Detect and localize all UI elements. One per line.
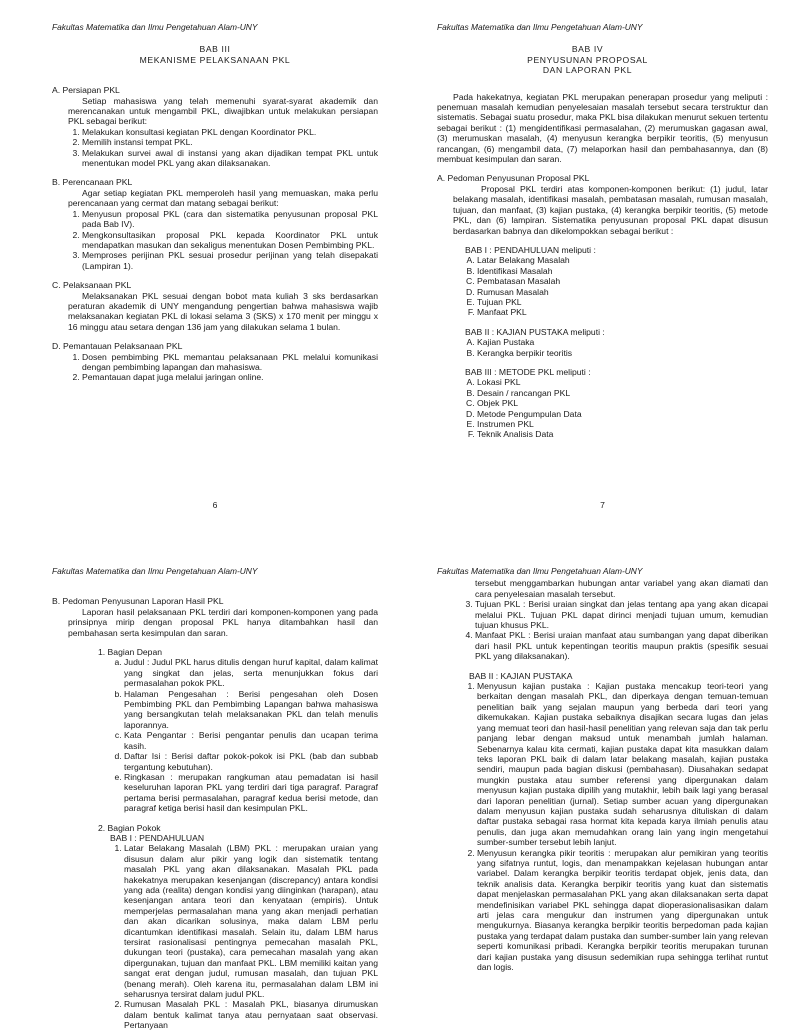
section-heading: B. Pedoman Penyusunan Laporan Hasil PKL (52, 596, 224, 607)
page-header: Fakultas Matematika dan Ilmu Pengetahuan Alam-UNY (52, 22, 258, 32)
section-heading: C. Pelaksanaan PKL (52, 280, 132, 291)
list-item: D. Metode Pengumpulan Data (477, 409, 768, 419)
list-item: 2. Menyusun kerangka pikir teoritis : merupakan alur pemikiran yang teoritis yang sifatnya runtut, logis, dan menampakkan kejelasan hubungan antar variabel. Dalam kerangka berpikir teoritis terdapat objek, jenis data, dan teknik analisis data. Kerangka berpikir teoritis yang kuat dan sistematis dapat menjelaskan permasalahan PKL yang akan dilaksanakan serta dapat mendefinisikan variabel PKL sehingga dapat dioperasionalisasikan dalam arti jelas cara mengukur dan instrumen yang dipergunakan untuk mengukurnya. Biasanya kerangka berpikir teoritis berpedoman pada kajian pustaka yang terdapat dalam pustaka dan sumber-sumber lain yang relevan seperti komunikasi pribadi. Kerangka berpikir teoritis merupakan turunan dari kajian pustaka yang disusun sedemikian rupa sehingga terlihat runtut dan logis. (477, 848, 768, 973)
list-item: 3. Melakukan survei awal di instansi yang akan dijadikan tempat PKL untuk menentukan model PKL yang akan dilaksanakan. (82, 148, 378, 169)
list-item: 1. Melakukan konsultasi kegiatan PKL dengan Koordinator PKL. (82, 127, 378, 137)
page-header: Fakultas Matematika dan Ilmu Pengetahuan Alam-UNY (52, 566, 258, 576)
list-item: 4. Manfaat PKL : Berisi uraian manfaat atau sumbangan yang dapat diberikan dari hasil PKL untuk kepentingan teoritis maupun praktis (spesifik sesuai PKL yang dilaksanakan). (475, 630, 768, 661)
list-item: c. Kata Pengantar : Berisi pengantar penulis dan ucapan terima kasih. (124, 730, 378, 751)
bab-heading: BAB II : KAJIAN PUSTAKA meliputi : (465, 326, 605, 337)
chapter-title: DAN LAPORAN PKL (542, 65, 633, 76)
paragraph: Pada hakekatnya, kegiatan PKL merupakan penerapan prosedur yang meliputi : penemuan masalah kemudian penyelesaian masalah tersebut secara terstruktur dan sistematis. Sebagai suatu prosedur, maka PKL bisa dilakukan menurut sekuen tertentu sebagai berikut : (1) mengidentifikasi permasalahan, (2) merumuskan gagasan awal, (3) merumuskan masalah, (4) menyusun kerangka berpikir teoritis, (5) menyusun rancangan, (6) mengambil data, (7) melaporkan hasil dan pembahasannya, dan (8) membuat kesimpulan dan saran. (437, 91, 768, 165)
paragraph: Agar setiap kegiatan PKL memperoleh hasil yang memuaskan, maka perlu perencanaan yang cermat dan matang sebagai berikut: (68, 187, 378, 209)
list-item: 2. Rumusan Masalah PKL : Masalah PKL, biasanya dirumuskan dalam bentuk kalimat tanya atau pernyataan saat observasi. Pertanyaan (124, 999, 378, 1030)
page-6 (52, 22, 378, 510)
page-header: Fakultas Matematika dan Ilmu Pengetahuan Alam-UNY (437, 566, 643, 576)
section-heading: A. Persiapan PKL (52, 85, 120, 96)
bab-heading: BAB III : METODE PKL meliputi : (465, 366, 591, 377)
page-number: 7 (600, 499, 605, 510)
bab-heading: BAB I : PENDAHULUAN meliputi : (465, 244, 596, 255)
list-item: F. Manfaat PKL (477, 307, 768, 317)
page-8 (52, 566, 378, 1031)
paragraph: Setiap mahasiswa yang telah memenuhi syarat-syarat akademik dan merencanakan untuk mengambil PKL, diwajibkan untuk melakukan persiapan PKL sebagai berikut: (68, 95, 378, 127)
page-number: 6 (212, 499, 218, 510)
list-item: 2. Pemantauan dapat juga melalui jaringan online. (82, 372, 378, 382)
list-item: 3. Memproses perijinan PKL sesuai prosedur perijinan yang telah disepakati (Lampiran 1). (82, 250, 378, 271)
list-item: B. Kerangka berpikir teoritis (477, 348, 768, 358)
list-item: A. Latar Belakang Masalah (477, 255, 768, 265)
paragraph: tersebut menggambarkan hubungan antar variabel yang akan diamati dan cara penyelesaian masalah tersebut. (475, 578, 768, 599)
bab-heading: BAB II : KAJIAN PUSTAKA (469, 670, 573, 681)
paragraph: Laporan hasil pelaksanaan PKL terdiri dari komponen-komponen yang pada prinsipnya mirip dengan proposal PKL hanya ditambahkan hasil dan pembahasan serta kesimpulan dan saran. (68, 606, 378, 638)
page-header: Fakultas Matematika dan Ilmu Pengetahuan Alam-UNY (437, 22, 643, 32)
list-item: a. Judul : Judul PKL harus ditulis dengan huruf kapital, dalam kalimat yang singkat dan jelas, serta menunjukkan fokus dari permasalahan pokok PKL. (124, 657, 378, 688)
list-item: 1. Latar Belakang Masalah (LBM) PKL : merupakan uraian yang disusun dalam alur pikir yang logik dan sistematik tentang masalah PKL yang akan dilaksanakan. Masalah PKL pada hakekatnya merupakan kesenjangan (discrepancy) antara kondisi yang ada (realita) dengan kondisi yang diinginkan (harapan), atau kesenjangan antara teori dan kenyataan (empiris). Untuk memperjelas permasalahan mana yang akan menjadi perhatian dan akan dicarikan solusinya, maka dalam LBM perlu dicantumkan identifikasi masalah. Selain itu, dalam LBM harus tersirat rasionalisasi pentingnya pemecahan masalah PKL, dukungan teori (pustaka), cara pemecahan masalah yang akan dipergunakan, tujuan dan manfaat PKL. LBM memiliki kaitan yang sangat erat dengan judul, rumusan masalah, dan tujuan PKL (benang merah). Oleh karena itu, permasalahan dalam LBM ini seharusnya tersirat dalam judul PKL. (124, 843, 378, 999)
list-item: B. Identifikasi Masalah (477, 266, 768, 276)
list-item: e. Ringkasan : merupakan rangkuman atau pemadatan isi hasil keseluruhan laporan PKL yang terdiri dari tiga paragraf. Paragraf pertama berisi permasalahan, paragraf kedua berisi metode, dan paragraf ketiga berisi hasil dan kesimpulan PKL. (124, 772, 378, 814)
paragraph: Proposal PKL terdiri atas komponen-komponen berikut: (1) judul, latar belakang masalah, identifikasi masalah, pembatasan masalah, rumusan masalah, tujuan, dan manfaat, (3) kajian pustaka, (4) kerangka berpikir teoritis, (5) metode PKL, dan (6) lampiran. Sistematika penyusunan proposal PKL dapat disusun berdasarkan babnya dan dikelompokkan sebagai berikut : (453, 183, 768, 236)
section-heading: B. Perencanaan PKL (52, 177, 133, 188)
list-item: F. Teknik Analisis Data (477, 429, 768, 439)
list-item: E. Instrumen PKL (477, 419, 768, 429)
list-item: 3. Tujuan PKL : Berisi uraian singkat dan jelas tentang apa yang akan dicapai melalui PKL. Tujuan PKL dapat dirinci menjadi tujuan umum, kemudian tujuan khusus PKL. (475, 599, 768, 630)
part-heading: 2. Bagian Pokok (98, 822, 161, 833)
part-heading: 1. Bagian Depan (98, 647, 163, 658)
chapter-number: BAB IV (571, 44, 604, 55)
section-heading: D. Pemantauan Pelaksanaan PKL (52, 341, 183, 352)
chapter-title: MEKANISME PELAKSANAAN PKL (139, 54, 291, 65)
list-item: D. Rumusan Masalah (477, 287, 768, 297)
list-item: 2. Memilih instansi tempat PKL. (82, 137, 378, 147)
page-7 (437, 22, 768, 510)
section-heading: A. Pedoman Penyusunan Proposal PKL (437, 173, 590, 184)
list-item: b. Halaman Pengesahan : Berisi pengesahan oleh Dosen Pembimbing PKL dan Pembimbing Lapangan bahwa mahasiswa yang bersangkutan telah melaksanakan PKL dan telah menulis laporannya. (124, 689, 378, 731)
list-item: C. Objek PKL (477, 398, 768, 408)
list-item: A. Kajian Pustaka (477, 337, 768, 347)
page-9 (437, 566, 768, 1024)
list-item: 2. Mengkonsultasikan proposal PKL kepada Koordinator PKL untuk mendapatkan masukan dan sekaligus menentukan Dosen Pembimbing PKL. (82, 230, 378, 251)
list-item: d. Daftar Isi : Berisi daftar pokok-pokok isi PKL (bab dan subbab tergantung kebutuhan). (124, 751, 378, 772)
list-item: A. Lokasi PKL (477, 377, 768, 387)
list-item: 1. Menyusun kajian pustaka : Kajian pustaka mencakup teori-teori yang berkaitan dengan masalah PKL, dan diperkaya dengan temuan-temuan penelitian baik yang sejalan maupun yang berbeda dari teori yang dikemukakan. Kajian pustaka sebaiknya disajikan secara lugas dan jelas yang memuat teori dan hasil-hasil penelitian yang relevan saja dan tak perlu panjang lebar dengan maksud untuk menambah jumlah halaman. Sebenarnya kalau kita cermati, kajian pustaka dapat kita masukkan dalam teks laporan PKL baik di dalam latar belakang masalah, kajian pustaka sendiri, maupun pada bagian diskusi (pembahasan). Diusahakan sedapat mungkin pustaka atau sumber referensi yang dipergunakan dalam menyusun kajian pustaka dipilih yang mutakhir, lebih baik lagi yang berasal dari laporan penelitian (jurnal). Setiap sumber acuan yang dipergunakan dalam menyusun kajian pustaka sudah seharusnya dituliskan di dalam daftar pustaka sebagai rasa hormat kita kepada karya ilmiah penulis atau penulis, dan juga akan memudahkan orang lain yang ingin mengetahui sumber-sumber tersebut lebih lanjut. (477, 681, 768, 848)
list-item: 1. Dosen pembimbing PKL memantau pelaksanaan PKL melalui komunikasi dengan pembimbing lapangan dan mahasiswa. (82, 352, 378, 373)
list-item: 1. Menyusun proposal PKL (cara dan sistematika penyusunan proposal PKL pada Bab IV). (82, 209, 378, 230)
chapter-title: PENYUSUNAN PROPOSAL (527, 54, 648, 65)
list-item: E. Tujuan PKL (477, 297, 768, 307)
bab-heading: BAB I : PENDAHULUAN (110, 832, 205, 843)
paragraph: Melaksanakan PKL sesuai dengan bobot mata kuliah 3 sks berdasarkan peraturan akademik di UNY mengandung pengertian bahwa mahasiswa wajib melaksanakan kegiatan PKL di lokasi selama 3 (SKS) x 170 menit per minggu x 16 minggu atau setara dengan 136 jam yang dilakukan selama 1 bulan. (68, 290, 378, 332)
list-item: C. Pembatasan Masalah (477, 276, 768, 286)
chapter-number: BAB III (199, 44, 231, 55)
list-item: B. Desain / rancangan PKL (477, 388, 768, 398)
